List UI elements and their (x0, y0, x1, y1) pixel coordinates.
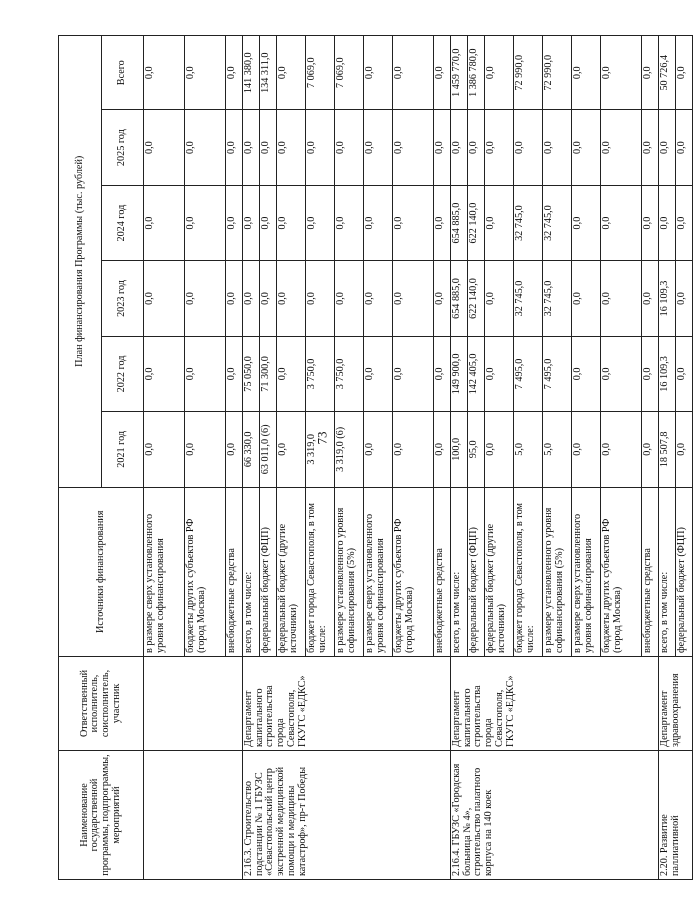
cell-funding-source: всего, в том числе: (659, 487, 676, 656)
cell-funding-source: бюджет города Севастополя, в том числе: (514, 487, 543, 656)
cell-year-value: 0,0 (601, 185, 642, 260)
cell-year-value: 0,0 (364, 261, 393, 336)
cell-year-value: 0,0 (277, 336, 306, 411)
cell-year-value: 0,0 (335, 261, 364, 336)
cell-year-value: 0,0 (572, 261, 601, 336)
cell-year-value: 0,0 (434, 261, 451, 336)
cell-total: 0,0 (601, 36, 642, 110)
cell-measure-name: 2.16.3. Строительство подстанции № 1 ГБУЗС «Севастопольский центр экстренной медицинской помощи и медицины катастроф», пр-т Победы (243, 751, 451, 880)
cell-year-value: 0,0 (485, 412, 514, 487)
table-row (451, 36, 468, 880)
cell-year-value: 0,0 (572, 412, 601, 487)
cell-year-value: 0,0 (306, 261, 335, 336)
cell-year-value: 0,0 (335, 110, 364, 185)
table-body (144, 36, 693, 880)
cell-year-value: 95,0 (468, 412, 485, 487)
cell-funding-source: федеральный бюджет (другие источники) (277, 487, 306, 656)
cell-funding-source: бюджеты других субъектов РФ (город Москва) (185, 487, 226, 656)
cell-year-value: 0,0 (393, 110, 434, 185)
header-total: Всего (102, 36, 144, 110)
cell-funding-source: федеральный бюджет (ФЦП) (260, 487, 277, 656)
cell-funding-source: в размере сверх установленного уровня софинансирования (364, 487, 393, 656)
cell-year-value: 0,0 (434, 336, 451, 411)
cell-year-value: 0,0 (364, 185, 393, 260)
cell-year-value: 0,0 (601, 412, 642, 487)
cell-year-value: 0,0 (642, 185, 659, 260)
cell-funding-source: федеральный бюджет (ФЦП) (468, 487, 485, 656)
cell-total: 1 459 770,0 (451, 36, 468, 110)
cell-funding-source: бюджеты других субъектов РФ (город Москва) (601, 487, 642, 656)
cell-total: 7 069,0 (306, 36, 335, 110)
header-responsible: Ответственный исполнитель, соисполнитель, участник (59, 656, 144, 750)
cell-year-value: 32 745,0 (514, 261, 543, 336)
cell-year-value: 0,0 (226, 185, 243, 260)
cell-year-value: 0,0 (364, 336, 393, 411)
cell-year-value: 142 405,0 (468, 336, 485, 411)
cell-funding-source: в размере установленного уровня софинансирования (5%) (543, 487, 572, 656)
cell-year-value: 0,0 (260, 261, 277, 336)
cell-total: 1 386 780,0 (468, 36, 485, 110)
cell-year-value: 0,0 (277, 412, 306, 487)
cell-year-value: 0,0 (144, 185, 185, 260)
cell-total: 0,0 (364, 36, 393, 110)
header-name: Наименование государственной программы, подпрограммы, мероприятий (59, 751, 144, 880)
cell-year-value: 0,0 (572, 185, 601, 260)
cell-year-value: 0,0 (185, 412, 226, 487)
cell-year-value: 0,0 (642, 412, 659, 487)
cell-year-value: 0,0 (185, 185, 226, 260)
cell-year-value: 0,0 (485, 110, 514, 185)
cell-year-value: 3 319,0 (306, 412, 335, 487)
header-source: Источники финансирования (59, 487, 144, 656)
cell-year-value: 0,0 (226, 412, 243, 487)
cell-year-value: 0,0 (642, 110, 659, 185)
cell-responsible: Департамент здравоохранения (659, 656, 693, 750)
rotated-page-content (58, 35, 687, 880)
cell-year-value: 71 300,0 (260, 336, 277, 411)
header-plan: План финансирования Программы (тыс. рублей) (59, 36, 102, 488)
cell-year-value: 0,0 (277, 261, 306, 336)
cell-year-value: 3 750,0 (306, 336, 335, 411)
cell-year-value: 0,0 (260, 110, 277, 185)
cell-year-value: 0,0 (434, 110, 451, 185)
cell-total: 0,0 (393, 36, 434, 110)
cell-total: 0,0 (676, 36, 693, 110)
cell-year-value: 0,0 (572, 336, 601, 411)
header-year: 2025 год (102, 110, 144, 185)
cell-total: 0,0 (485, 36, 514, 110)
cell-year-value: 0,0 (393, 261, 434, 336)
cell-year-value: 0,0 (393, 185, 434, 260)
cell-year-value: 18 507,8 (659, 412, 676, 487)
cell-year-value: 0,0 (393, 412, 434, 487)
cell-year-value: 0,0 (226, 110, 243, 185)
cell-funding-source: бюджет города Севастополя, в том числе: (306, 487, 335, 656)
cell-funding-source: внебюджетные средства (434, 487, 451, 656)
cell-year-value: 16 109,3 (659, 261, 676, 336)
cell-year-value: 0,0 (659, 185, 676, 260)
cell-year-value: 0,0 (185, 336, 226, 411)
cell-measure-name: 2.16.4. ГБУЗС «Городская больница № 4», строительство палатного корпуса на 140 коек (451, 751, 659, 880)
cell-total: 141 380,0 (243, 36, 260, 110)
cell-year-value: 0,0 (642, 261, 659, 336)
cell-year-value: 16 109,3 (659, 336, 676, 411)
cell-year-value: 0,0 (144, 110, 185, 185)
cell-total: 0,0 (572, 36, 601, 110)
cell-year-value: 0,0 (468, 110, 485, 185)
cell-year-value: 0,0 (601, 110, 642, 185)
financing-table (58, 35, 693, 880)
cell-year-value: 0,0 (260, 185, 277, 260)
cell-year-value: 0,0 (601, 336, 642, 411)
cell-funding-source: федеральный бюджет (другие источники) (485, 487, 514, 656)
cell-year-value: 0,0 (485, 261, 514, 336)
cell-funding-source: внебюджетные средства (226, 487, 243, 656)
cell-year-value: 0,0 (514, 110, 543, 185)
cell-funding-source: внебюджетные средства (642, 487, 659, 656)
cell-year-value: 0,0 (364, 412, 393, 487)
cell-year-value: 7 495,0 (543, 336, 572, 411)
table-row (243, 36, 260, 880)
cell-year-value: 0,0 (572, 110, 601, 185)
cell-year-value: 0,0 (306, 110, 335, 185)
cell-year-value: 0,0 (485, 185, 514, 260)
header-year: 2022 год (102, 336, 144, 411)
cell-total: 0,0 (642, 36, 659, 110)
cell-year-value: 0,0 (676, 110, 693, 185)
header-year: 2021 год (102, 412, 144, 487)
cell-year-value: 0,0 (676, 336, 693, 411)
cell-year-value: 0,0 (335, 185, 364, 260)
cell-year-value: 0,0 (226, 261, 243, 336)
cell-year-value: 0,0 (676, 261, 693, 336)
cell-year-value: 0,0 (144, 261, 185, 336)
cell-year-value: 7 495,0 (514, 336, 543, 411)
cell-measure-name: 2.20. Развитие паллиативной (659, 751, 693, 880)
table-row (144, 36, 185, 880)
cell-year-value: 0,0 (306, 185, 335, 260)
cell-total: 0,0 (226, 36, 243, 110)
cell-year-value: 5,0 (514, 412, 543, 487)
cell-year-value: 622 140,0 (468, 261, 485, 336)
cell-year-value: 0,0 (601, 261, 642, 336)
cell-total: 72 990,0 (543, 36, 572, 110)
cell-year-value: 3 750,0 (335, 336, 364, 411)
cell-funding-source: бюджеты других субъектов РФ (город Москва) (393, 487, 434, 656)
cell-responsible: Департамент капитального строительства города Севастополя, ГКУГС «ЕДКС» (451, 656, 659, 750)
cell-year-value: 0,0 (277, 185, 306, 260)
cell-year-value: 0,0 (676, 185, 693, 260)
cell-year-value: 0,0 (485, 336, 514, 411)
cell-total: 0,0 (144, 36, 185, 110)
cell-year-value: 32 745,0 (514, 185, 543, 260)
cell-year-value: 75 050,0 (243, 336, 260, 411)
cell-year-value: 149 900,0 (451, 336, 468, 411)
cell-total: 0,0 (434, 36, 451, 110)
cell-year-value: 0,0 (543, 110, 572, 185)
cell-year-value: 32 745,0 (543, 261, 572, 336)
cell-year-value: 0,0 (185, 110, 226, 185)
cell-year-value: 0,0 (226, 336, 243, 411)
cell-funding-source: федеральный бюджет (ФЦП) (676, 487, 693, 656)
cell-year-value: 0,0 (144, 336, 185, 411)
cell-total: 0,0 (277, 36, 306, 110)
cell-total: 72 990,0 (514, 36, 543, 110)
cell-responsible (144, 656, 243, 750)
cell-year-value: 66 330,0 (243, 412, 260, 487)
cell-year-value: 0,0 (451, 110, 468, 185)
cell-funding-source: всего, в том числе: (243, 487, 260, 656)
cell-funding-source: в размере сверх установленного уровня софинансирования (144, 487, 185, 656)
cell-year-value: 0,0 (364, 110, 393, 185)
cell-year-value: 3 319,0 (6) (335, 412, 364, 487)
cell-measure-name (144, 751, 243, 880)
cell-total: 7 069,0 (335, 36, 364, 110)
cell-year-value: 0,0 (434, 185, 451, 260)
cell-year-value: 63 011,0 (6) (260, 412, 277, 487)
cell-year-value: 0,0 (243, 261, 260, 336)
table-row (659, 36, 676, 880)
cell-year-value: 32 745,0 (543, 185, 572, 260)
page-number: 73 (314, 431, 330, 445)
cell-year-value: 5,0 (543, 412, 572, 487)
cell-year-value: 0,0 (434, 412, 451, 487)
cell-year-value: 654 885,0 (451, 261, 468, 336)
cell-total: 0,0 (185, 36, 226, 110)
cell-funding-source: в размере сверх установленного уровня софинансирования (572, 487, 601, 656)
cell-responsible: Департамент капитального строительства города Севастополя, ГКУГС «ЕДКС» (243, 656, 451, 750)
cell-year-value: 0,0 (243, 185, 260, 260)
cell-year-value: 0,0 (642, 336, 659, 411)
cell-year-value: 0,0 (185, 261, 226, 336)
cell-year-value: 0,0 (676, 412, 693, 487)
header-year: 2023 год (102, 261, 144, 336)
cell-year-value: 0,0 (243, 110, 260, 185)
cell-funding-source: в размере установленного уровня софинансирования (5%) (335, 487, 364, 656)
cell-year-value: 0,0 (277, 110, 306, 185)
cell-funding-source: всего, в том числе: (451, 487, 468, 656)
cell-year-value: 0,0 (144, 412, 185, 487)
cell-total: 134 311,0 (260, 36, 277, 110)
cell-year-value: 0,0 (393, 336, 434, 411)
cell-total: 50 726,4 (659, 36, 676, 110)
header-year: 2024 год (102, 185, 144, 260)
cell-year-value: 100,0 (451, 412, 468, 487)
cell-year-value: 622 140,0 (468, 185, 485, 260)
cell-year-value: 654 885,0 (451, 185, 468, 260)
cell-year-value: 0,0 (659, 110, 676, 185)
